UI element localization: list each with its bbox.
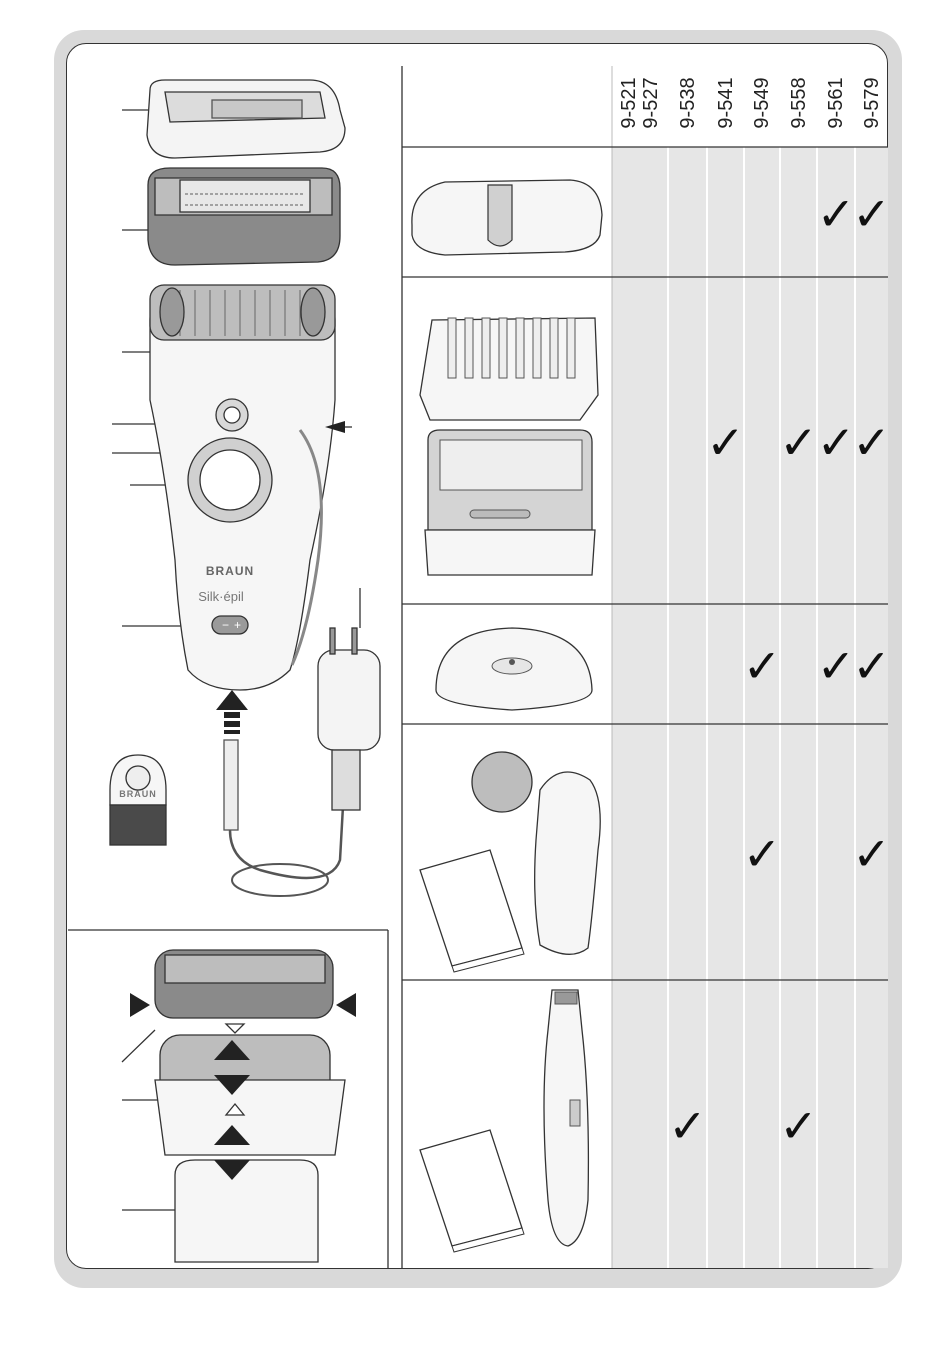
cleaning-brush xyxy=(110,755,166,845)
model-label: 9-579 xyxy=(860,77,883,129)
svg-text:−: − xyxy=(222,618,230,632)
brush-brand-text: BRAUN xyxy=(119,789,157,799)
brand-logo-text: BRAUN xyxy=(205,564,255,578)
check-mark: ✓ xyxy=(852,187,891,241)
check-mark: ✓ xyxy=(852,827,891,881)
facial-trimmer-icon xyxy=(420,990,588,1252)
epilator-illustration xyxy=(68,80,388,1268)
check-mark: ✓ xyxy=(816,639,856,693)
power-adapter xyxy=(318,628,380,810)
check-mark: ✓ xyxy=(852,415,891,470)
charging-stand-icon xyxy=(436,628,592,710)
shaver-head-part xyxy=(148,168,340,265)
model-label: 9-561 xyxy=(825,77,847,129)
model-label: 9-541 xyxy=(714,77,737,129)
check-mark: ✓ xyxy=(779,1099,818,1153)
epilator-body xyxy=(150,285,335,690)
power-cable xyxy=(224,740,345,896)
comparison-table xyxy=(402,66,891,1268)
check-mark: ✓ xyxy=(852,639,891,693)
check-mark: ✓ xyxy=(668,1099,707,1153)
table-row-fill xyxy=(612,980,888,1268)
comb-and-shaver-head-icon xyxy=(420,318,598,575)
check-mark: ✓ xyxy=(742,639,782,693)
facial-brush-icon xyxy=(420,752,600,972)
check-mark: ✓ xyxy=(816,415,856,470)
check-mark: ✓ xyxy=(779,415,818,470)
model-label: 9-538 xyxy=(676,77,699,129)
check-mark: ✓ xyxy=(706,415,745,470)
head-assembly-diagram xyxy=(122,950,356,1262)
model-label: 9-521 9-527 xyxy=(618,77,662,129)
connect-arrow-icon xyxy=(216,690,248,734)
efficiency-cap-part xyxy=(147,80,345,158)
model-label: 9-558 xyxy=(787,77,810,129)
svg-text:+: + xyxy=(234,618,242,632)
model-label: 9-549 xyxy=(751,77,773,129)
efficiency-cap-icon xyxy=(412,180,602,255)
device-name-text: Silk·épil xyxy=(198,589,244,604)
check-mark: ✓ xyxy=(742,827,782,881)
check-mark: ✓ xyxy=(816,187,856,241)
